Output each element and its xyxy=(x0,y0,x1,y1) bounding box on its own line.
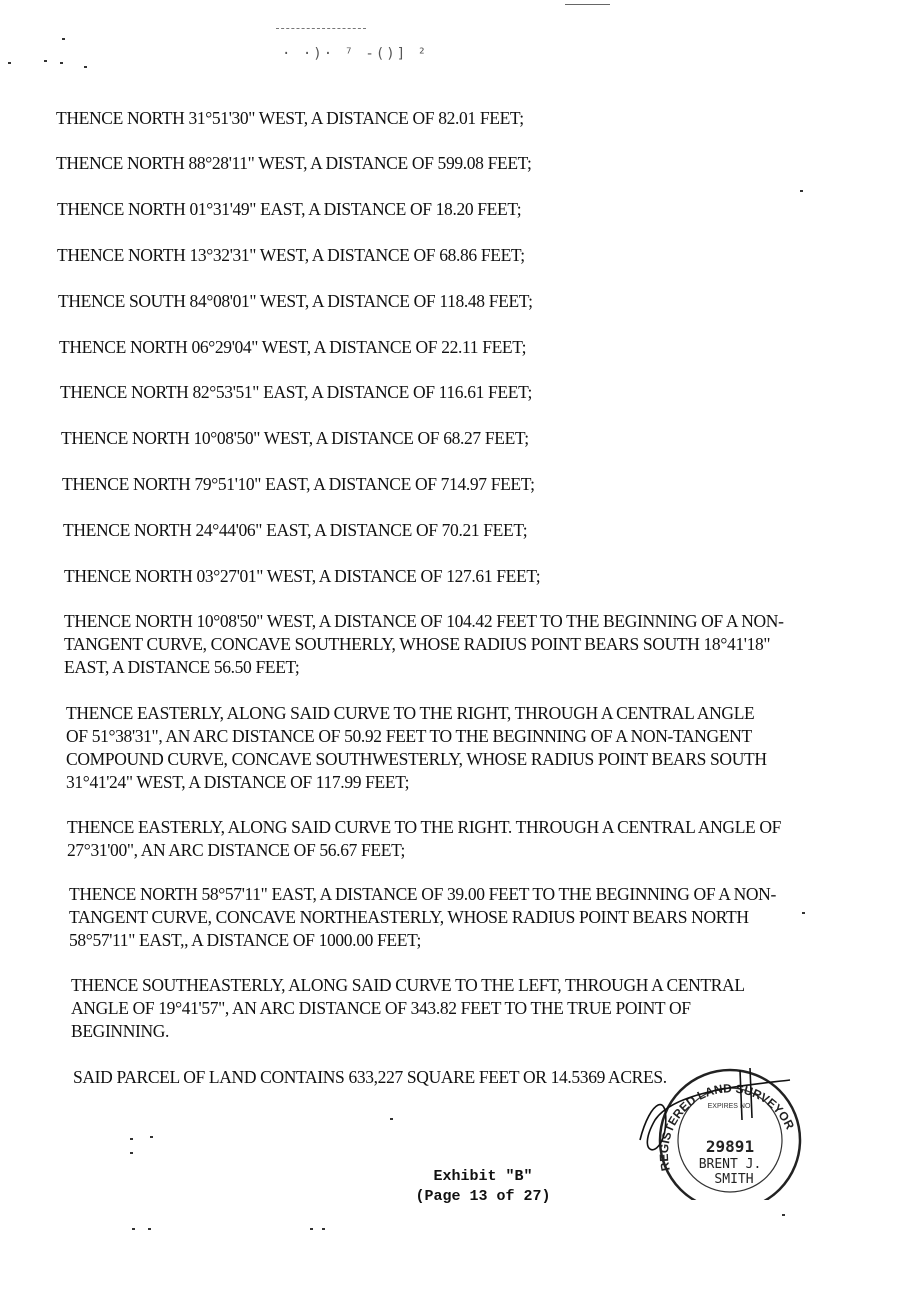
scan-speck xyxy=(8,62,11,64)
course-call: THENCE NORTH 06°29'04" WEST, A DISTANCE OF 22.11 FEET; xyxy=(59,337,527,357)
document-reference: · ·)· ⁷ -()] ² xyxy=(282,46,429,62)
course-call: THENCE SOUTHEASTERLY, ALONG SAID CURVE TO THE LEFT, THROUGH A CENTRAL ANGLE OF 19°41'57", AN ARC DISTANCE OF 343.82 FEET TO THE TRUE POINT OF BEGINNING. xyxy=(71,975,745,1041)
scan-speck xyxy=(148,1228,151,1230)
course-call: THENCE NORTH 82°53'51" EAST, A DISTANCE OF 116.61 FEET; xyxy=(60,382,532,402)
surveyor-seal xyxy=(630,1060,820,1200)
course-call: THENCE NORTH 13°32'31" WEST, A DISTANCE OF 68.86 FEET; xyxy=(57,245,525,265)
scan-speck xyxy=(60,62,63,64)
seal-last-name: SMITH xyxy=(714,1172,754,1187)
course-call: THENCE NORTH 79°51'10" EAST, A DISTANCE OF 714.97 FEET; xyxy=(62,474,535,494)
course-call: THENCE NORTH 31°51'30" WEST, A DISTANCE OF 82.01 FEET; xyxy=(56,108,524,128)
course-call: THENCE NORTH 10°08'50" WEST, A DISTANCE OF 68.27 FEET; xyxy=(61,428,529,448)
scan-speck xyxy=(84,66,87,68)
course-call: THENCE NORTH 03°27'01" WEST, A DISTANCE OF 127.61 FEET; xyxy=(64,566,541,586)
page-number: (Page 13 of 27) xyxy=(415,1188,551,1205)
course-call: THENCE NORTH 01°31'49" EAST, A DISTANCE OF 18.20 FEET; xyxy=(57,199,522,219)
seal-ring-text: REGISTERED LAND SURVEYOR xyxy=(656,1081,798,1173)
exhibit-title: Exhibit "B" xyxy=(433,1168,533,1185)
seal-first-name: BRENT J. xyxy=(698,1157,762,1172)
scan-speck xyxy=(390,1118,393,1120)
course-call: THENCE NORTH 24°44'06" EAST, A DISTANCE OF 70.21 FEET; xyxy=(63,520,528,540)
scan-speck xyxy=(62,38,65,40)
seal-exp-text: EXPIRES NO. xyxy=(707,1103,753,1110)
seal-license-number: 29891 xyxy=(705,1137,755,1156)
area-statement: SAID PARCEL OF LAND CONTAINS 633,227 SQUARE FEET OR 14.5369 ACRES. xyxy=(73,1067,667,1087)
scan-artifact-line xyxy=(276,28,366,29)
exhibit-footer xyxy=(398,1167,568,1207)
scan-speck xyxy=(150,1136,153,1138)
course-call: THENCE EASTERLY, ALONG SAID CURVE TO THE RIGHT, THROUGH A CENTRAL ANGLE OF 51°38'31", AN ARC DISTANCE OF 50.92 FEET TO THE BEGINNING OF A NON-TANGENT COMPOUND CURVE, CONCAVE SOUTHWESTERLY, WHOSE RADIUS POINT BEARS SOUTH 31°41'24" WEST, A DISTANCE OF 117.99 FEET; xyxy=(66,703,767,792)
scan-speck xyxy=(322,1228,325,1230)
course-call: THENCE NORTH 88°28'11" WEST, A DISTANCE OF 599.08 FEET; xyxy=(56,153,532,173)
scan-speck xyxy=(130,1138,133,1140)
scan-artifact-line xyxy=(565,4,610,5)
scan-speck xyxy=(782,1214,785,1216)
scan-speck xyxy=(130,1152,133,1154)
scan-speck xyxy=(800,190,803,192)
course-call: THENCE SOUTH 84°08'01" WEST, A DISTANCE OF 118.48 FEET; xyxy=(58,291,533,311)
course-call: THENCE NORTH 58°57'11" EAST, A DISTANCE OF 39.00 FEET TO THE BEGINNING OF A NON-TANGENT CURVE, CONCAVE NORTHEASTERLY, WHOSE RADIUS POINT BEARS NORTH 58°57'11" EAST,, A DISTANCE OF 1000.00 FEET; xyxy=(69,884,776,950)
course-call: THENCE NORTH 10°08'50" WEST, A DISTANCE OF 104.42 FEET TO THE BEGINNING OF A NON-TANGENT CURVE, CONCAVE SOUTHERLY, WHOSE RADIUS POINT BEARS SOUTH 18°41'18" EAST, A DISTANCE 56.50 FEET; xyxy=(64,611,784,677)
scan-speck xyxy=(44,60,47,62)
scan-speck xyxy=(132,1228,135,1230)
scan-speck xyxy=(310,1228,313,1230)
course-call: THENCE EASTERLY, ALONG SAID CURVE TO THE RIGHT. THROUGH A CENTRAL ANGLE OF 27°31'00", AN ARC DISTANCE OF 56.67 FEET; xyxy=(67,817,782,860)
